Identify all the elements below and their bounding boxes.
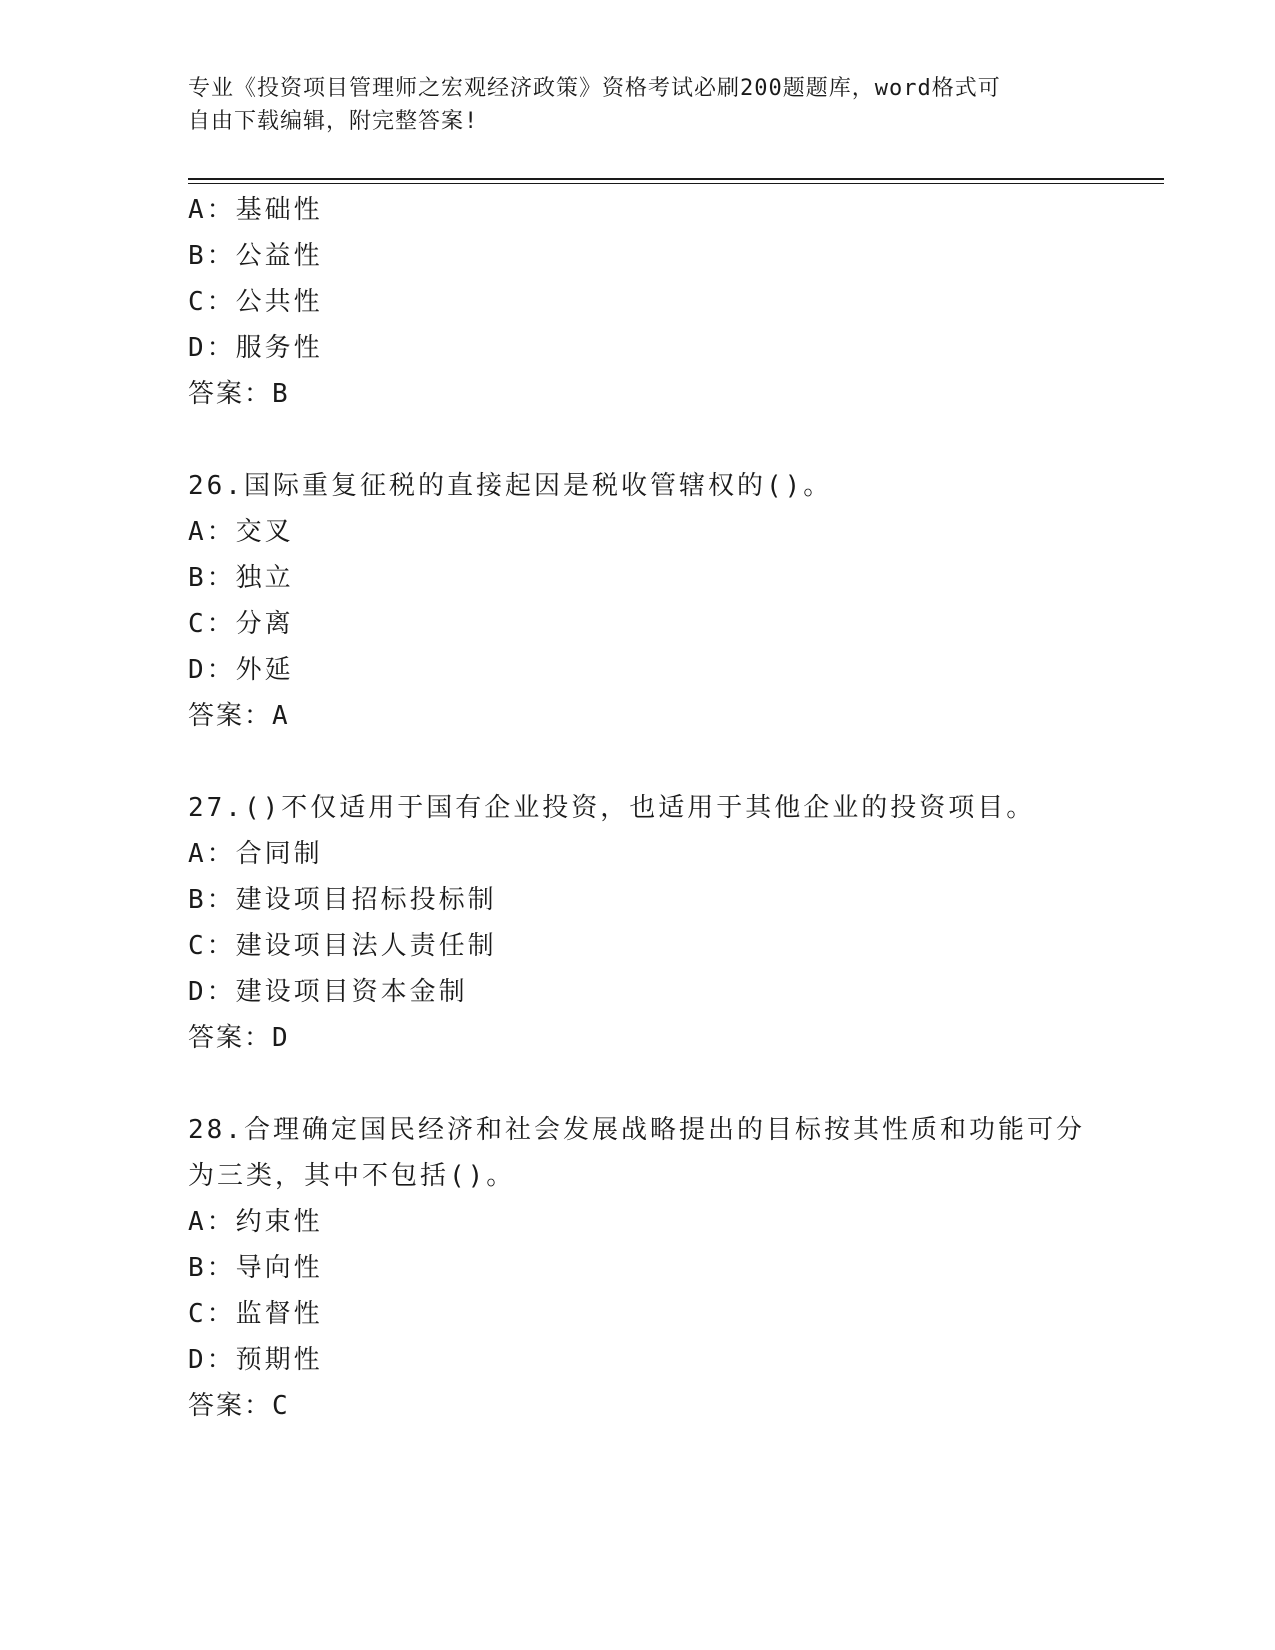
option-b: B：独立	[188, 563, 294, 593]
question-block-26	[188, 463, 1088, 739]
option-c: C：公共性	[188, 287, 323, 317]
option-b: B：公益性	[188, 241, 323, 271]
option-d: D：外延	[188, 655, 294, 685]
question-text: 27.()不仅适用于国有企业投资，也适用于其他企业的投资项目。	[188, 793, 1036, 823]
question-list	[188, 187, 1088, 1429]
question-block-25	[188, 187, 1088, 417]
answer-line: 答案：C	[188, 1391, 290, 1421]
header-line-1: 专业《投资项目管理师之宏观经济政策》资格考试必刷200题题库，word格式可	[188, 76, 1001, 101]
question-block-28	[188, 1107, 1088, 1429]
answer-line: 答案：B	[188, 379, 290, 409]
option-d: D：建设项目资本金制	[188, 977, 468, 1007]
question-text-line-2: 为三类，其中不包括()。	[188, 1161, 516, 1191]
header-rule-thin	[188, 183, 1164, 184]
question-text: 26.国际重复征税的直接起因是税收管辖权的()。	[188, 471, 833, 501]
option-c: C：分离	[188, 609, 294, 639]
option-d: D：服务性	[188, 333, 323, 363]
header-rule-thick	[188, 178, 1164, 180]
header-line-2: 自由下载编辑，附完整答案!	[188, 109, 479, 134]
option-a: A：合同制	[188, 839, 323, 869]
option-c: C：建设项目法人责任制	[188, 931, 497, 961]
answer-line: 答案：A	[188, 701, 290, 731]
option-b: B：建设项目招标投标制	[188, 885, 497, 915]
option-a: A：约束性	[188, 1207, 323, 1237]
option-c: C：监督性	[188, 1299, 323, 1329]
option-a: A：交叉	[188, 517, 294, 547]
option-a: A：基础性	[188, 195, 323, 225]
option-d: D：预期性	[188, 1345, 323, 1375]
document-header	[188, 72, 1068, 138]
answer-line: 答案：D	[188, 1023, 290, 1053]
option-b: B：导向性	[188, 1253, 323, 1283]
question-text-line-1: 28.合理确定国民经济和社会发展战略提出的目标按其性质和功能可分	[188, 1115, 1085, 1145]
question-block-27	[188, 785, 1088, 1061]
